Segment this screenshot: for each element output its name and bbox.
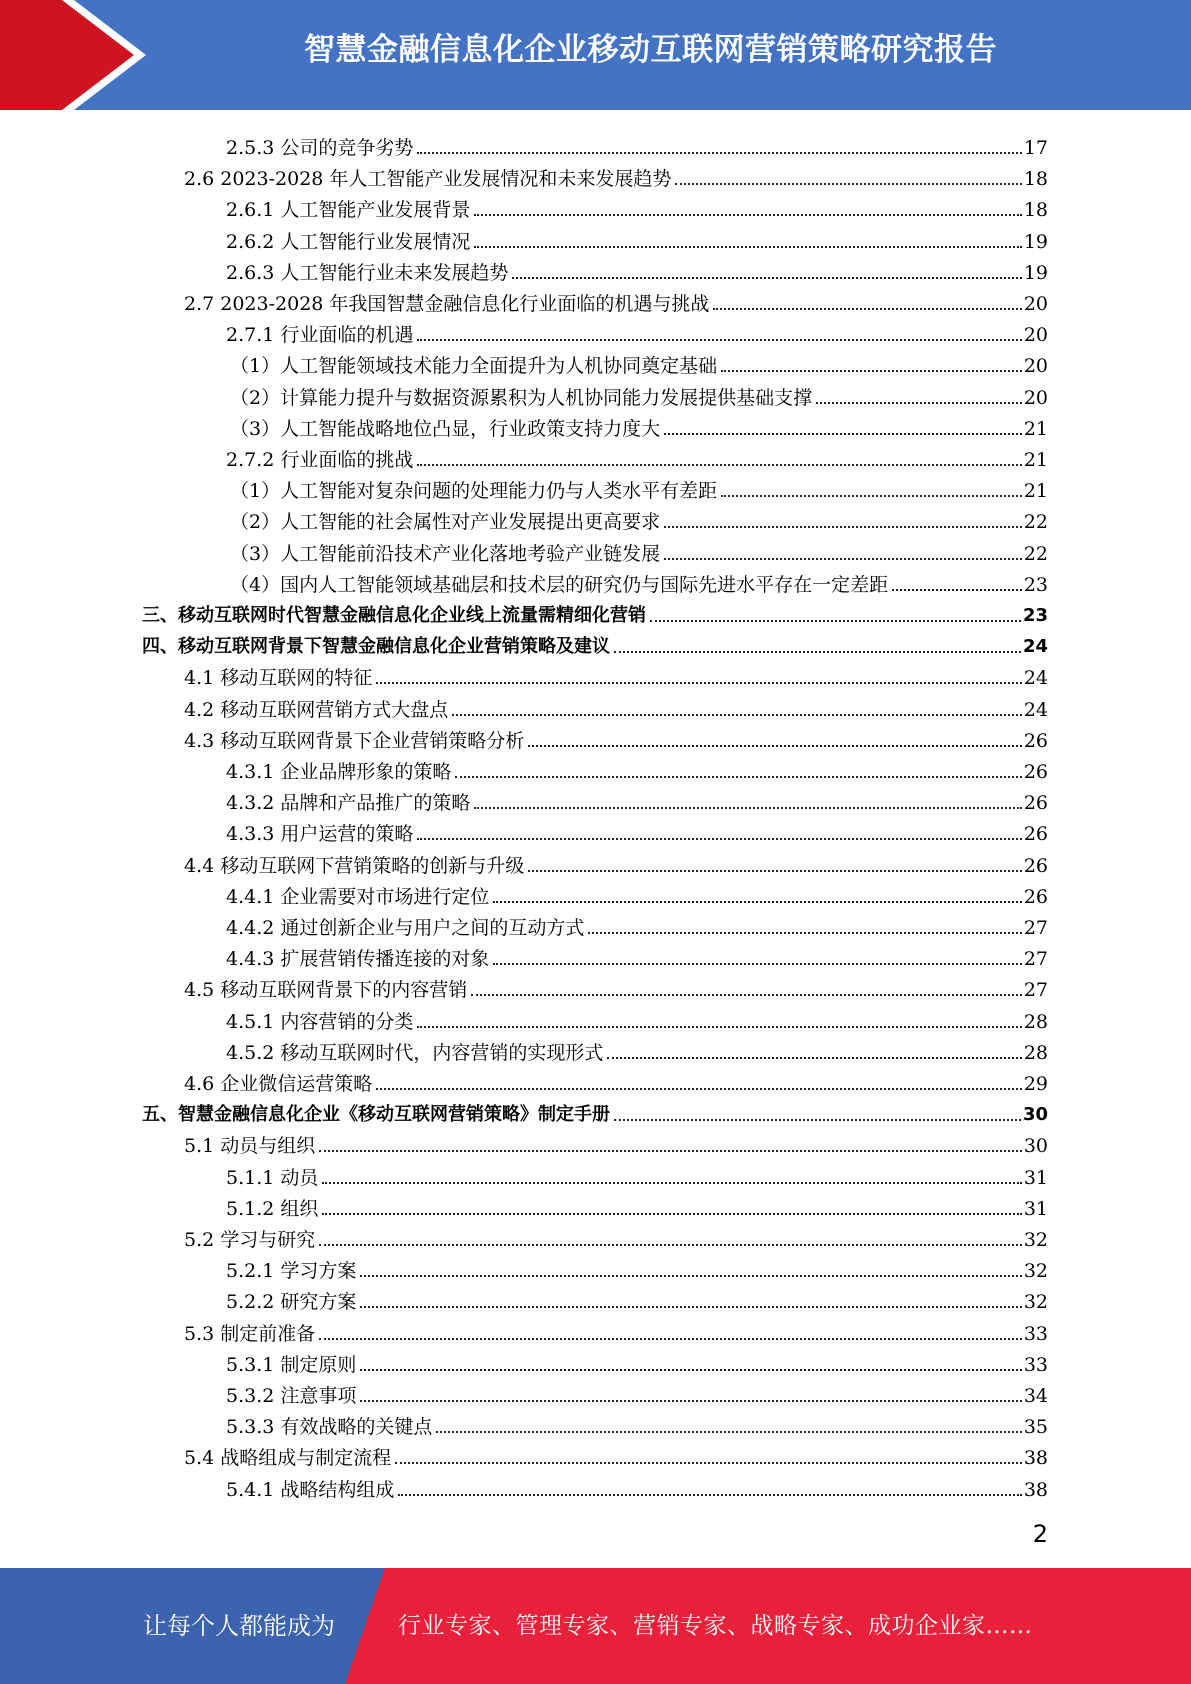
toc-entry-title: （3）人工智能战略地位凸显，行业政策支持力度大 — [230, 417, 661, 440]
toc-entry-page: 38 — [1023, 1478, 1048, 1501]
toc-entry-title: 5.1.1 动员 — [226, 1166, 319, 1189]
toc-entry-page: 32 — [1023, 1229, 1048, 1251]
toc-entry-title: 5.2.1 学习方案 — [226, 1260, 357, 1283]
toc-entry-title: 2.6.1 人工智能产业发展背景 — [226, 199, 471, 222]
toc-dot-leader — [319, 1338, 1022, 1340]
toc-dot-leader — [493, 901, 1021, 903]
toc-entry-title: （2）人工智能的社会属性对产业发展提出更高要求 — [230, 511, 661, 534]
toc-entry[interactable] — [230, 409, 1048, 440]
toc-dot-leader — [360, 1400, 1021, 1402]
toc-entry[interactable] — [230, 378, 1048, 409]
toc-entry-title: 四、移动互联网背景下智慧金融信息化企业营销策略及建议 — [142, 636, 610, 658]
toc-entry-title: 4.5.2 移动互联网时代，内容营销的实现形式 — [226, 1041, 604, 1064]
toc-dot-leader — [322, 1213, 1021, 1215]
toc-entry[interactable] — [226, 1158, 1048, 1189]
toc-dot-leader — [493, 963, 1021, 965]
toc-entry[interactable] — [142, 596, 1048, 627]
toc-entry-page: 18 — [1023, 199, 1048, 222]
toc-entry[interactable] — [226, 1407, 1048, 1438]
toc-entry-page: 26 — [1023, 823, 1048, 846]
toc-entry-page: 19 — [1023, 261, 1048, 284]
toc-entry-title: 4.4.2 通过创新企业与用户之间的互动方式 — [226, 917, 585, 939]
toc-entry[interactable] — [230, 565, 1048, 596]
toc-dot-leader — [528, 745, 1022, 747]
toc-dot-leader — [398, 1494, 1021, 1496]
toc-entry[interactable] — [142, 627, 1048, 658]
toc-dot-leader — [376, 1088, 1022, 1090]
toc-entry[interactable] — [226, 783, 1048, 814]
toc-entry-title: 2.6.3 人工智能行业未来发展趋势 — [226, 261, 509, 284]
toc-entry[interactable] — [184, 1314, 1048, 1345]
toc-entry-page: 21 — [1023, 449, 1048, 471]
toc-dot-leader — [614, 651, 1021, 653]
footer-roles: 行业专家、管理专家、营销专家、战略专家、成功企业家…… — [398, 1613, 1033, 1639]
toc-entry[interactable] — [226, 752, 1048, 783]
toc-entry-page: 28 — [1023, 1010, 1048, 1033]
toc-entry-page: 24 — [1022, 636, 1048, 658]
toc-dot-leader — [721, 495, 1022, 497]
toc-entry-page: 20 — [1023, 355, 1048, 378]
toc-entry-title: 5.2 学习与研究 — [184, 1229, 316, 1251]
toc-dot-leader — [664, 526, 1022, 528]
toc-entry-title: 4.3.1 企业品牌形象的策略 — [226, 761, 452, 783]
toc-dot-leader — [436, 1431, 1021, 1433]
toc-entry[interactable] — [226, 253, 1048, 284]
toc-dot-leader — [713, 308, 1021, 310]
toc-entry[interactable] — [226, 814, 1048, 845]
toc-dot-leader — [892, 589, 1022, 591]
toc-entry-title: 4.3.2 品牌和产品推广的策略 — [226, 792, 471, 815]
toc-dot-leader — [417, 152, 1021, 154]
toc-entry-page: 30 — [1023, 1135, 1048, 1158]
toc-dot-leader — [816, 402, 1022, 404]
toc-dot-leader — [471, 994, 1022, 996]
toc-dot-leader — [417, 339, 1021, 341]
toc-dot-leader — [395, 1462, 1022, 1464]
toc-entry[interactable] — [184, 721, 1048, 752]
toc-entry[interactable] — [184, 846, 1048, 877]
toc-entry[interactable] — [226, 128, 1048, 159]
toc-entry-title: 三、移动互联网时代智慧金融信息化企业线上流量需精细化营销 — [142, 605, 646, 626]
toc-entry-page: 24 — [1023, 698, 1048, 721]
toc-dot-leader — [474, 807, 1021, 809]
toc-entry[interactable] — [184, 159, 1048, 190]
toc-entry[interactable] — [226, 222, 1048, 253]
toc-dot-leader — [417, 838, 1021, 840]
toc-entry-page: 26 — [1023, 792, 1048, 815]
toc-entry-title: 4.1 移动互联网的特征 — [184, 667, 373, 690]
toc-entry-title: 2.7.1 行业面临的机遇 — [226, 324, 414, 347]
toc-entry[interactable] — [226, 1251, 1048, 1282]
toc-entry-page: 22 — [1023, 511, 1048, 534]
toc-entry-page: 27 — [1023, 948, 1048, 971]
toc-entry-title: 2.5.3 公司的竞争劣势 — [226, 137, 414, 159]
toc-dot-leader — [474, 246, 1021, 248]
toc-entry-title: 5.1.2 组织 — [226, 1197, 319, 1220]
toc-entry-title: 4.5 移动互联网背景下的内容营销 — [184, 979, 468, 1002]
toc-dot-leader — [650, 620, 1021, 622]
toc-entry[interactable] — [226, 315, 1048, 346]
toc-entry-title: 4.5.1 内容营销的分类 — [226, 1010, 414, 1033]
toc-dot-leader — [417, 464, 1021, 466]
page-number: 2 — [1032, 1520, 1048, 1548]
toc-entry[interactable] — [142, 1095, 1048, 1126]
toc-entry-title: 5.4.1 战略结构组成 — [226, 1478, 395, 1501]
toc-entry-page: 29 — [1023, 1073, 1048, 1095]
toc-entry-page: 32 — [1023, 1291, 1048, 1314]
toc-entry-page: 18 — [1023, 168, 1048, 191]
toc-entry-title: 5.1 动员与组织 — [184, 1135, 316, 1158]
toc-entry-page: 28 — [1023, 1041, 1048, 1064]
toc-entry-title: 5.3 制定前准备 — [184, 1322, 316, 1345]
toc-entry[interactable] — [226, 1470, 1048, 1501]
toc-entry-title: 4.3.3 用户运营的策略 — [226, 823, 414, 846]
toc-dot-leader — [588, 932, 1021, 934]
toc-dot-leader — [675, 183, 1021, 185]
page-footer — [0, 1568, 1191, 1684]
toc-entry-title: 5.4 战略组成与制定流程 — [184, 1447, 392, 1470]
toc-entry-page: 21 — [1023, 480, 1048, 503]
toc-entry-page: 26 — [1023, 885, 1048, 908]
toc-entry[interactable] — [184, 1064, 1048, 1095]
toc-dot-leader — [360, 1369, 1021, 1371]
toc-dot-leader — [319, 1244, 1022, 1246]
toc-entry-page: 23 — [1022, 605, 1048, 626]
toc-entry-page: 35 — [1023, 1416, 1048, 1439]
toc-entry[interactable] — [226, 1189, 1048, 1220]
toc-entry[interactable] — [184, 1220, 1048, 1251]
toc-entry-page: 19 — [1023, 230, 1048, 253]
toc-entry-page: 21 — [1023, 417, 1048, 440]
toc-entry[interactable] — [226, 190, 1048, 221]
toc-entry-title: （1）人工智能对复杂问题的处理能力仍与人类水平有差距 — [230, 480, 718, 503]
toc-entry[interactable] — [230, 346, 1048, 377]
toc-entry-title: 4.3 移动互联网背景下企业营销策略分析 — [184, 729, 525, 752]
toc-entry[interactable] — [230, 471, 1048, 502]
toc-entry[interactable] — [226, 1002, 1048, 1033]
toc-dot-leader — [376, 682, 1022, 684]
toc-entry-page: 22 — [1023, 542, 1048, 565]
toc-entry[interactable] — [226, 939, 1048, 970]
toc-entry[interactable] — [226, 1345, 1048, 1376]
toc-entry[interactable] — [184, 690, 1048, 721]
toc-entry-page: 24 — [1023, 667, 1048, 690]
toc-entry[interactable] — [226, 908, 1048, 939]
toc-entry[interactable] — [226, 1282, 1048, 1313]
report-title: 智慧金融信息化企业移动互联网营销策略研究报告 — [304, 32, 997, 68]
toc-entry-page: 30 — [1022, 1104, 1048, 1126]
page-header — [0, 0, 1191, 110]
toc-dot-leader — [360, 1306, 1021, 1308]
toc-dot-leader — [452, 714, 1022, 716]
toc-entry-title: （1）人工智能领域技术能力全面提升为人机协同奠定基础 — [230, 355, 718, 378]
toc-entry-page: 17 — [1023, 137, 1048, 159]
toc-entry-page: 32 — [1023, 1260, 1048, 1283]
toc-entry-page: 33 — [1023, 1353, 1048, 1376]
toc-entry-page: 33 — [1023, 1322, 1048, 1345]
toc-dot-leader — [664, 558, 1022, 560]
toc-entry-page: 31 — [1023, 1166, 1048, 1189]
toc-entry-page: 31 — [1023, 1197, 1048, 1220]
toc-dot-leader — [417, 1026, 1021, 1028]
toc-entry-title: （3）人工智能前沿技术产业化落地考验产业链发展 — [230, 542, 661, 565]
toc-entry-title: 4.4 移动互联网下营销策略的创新与升级 — [184, 854, 525, 877]
toc-entry[interactable] — [226, 440, 1048, 471]
toc-entry-title: 2.7 2023-2028 年我国智慧金融信息化行业面临的机遇与挑战 — [184, 293, 710, 315]
toc-entry-title: 2.7.2 行业面临的挑战 — [226, 449, 414, 471]
toc-entry-title: 5.3.3 有效战略的关键点 — [226, 1416, 433, 1439]
toc-entry-page: 34 — [1023, 1385, 1048, 1407]
toc-dot-leader — [455, 776, 1021, 778]
toc-entry-page: 27 — [1023, 917, 1048, 939]
toc-entry-title: 4.6 企业微信运营策略 — [184, 1073, 373, 1095]
toc-entry-title: 2.6 2023-2028 年人工智能产业发展情况和未来发展趋势 — [184, 168, 672, 191]
toc-dot-leader — [360, 1275, 1021, 1277]
toc-entry-title: 5.2.2 研究方案 — [226, 1291, 357, 1314]
toc-entry-page: 23 — [1023, 573, 1048, 596]
toc-entry-title: 4.2 移动互联网营销方式大盘点 — [184, 698, 449, 721]
toc-entry[interactable] — [226, 1376, 1048, 1407]
toc-dot-leader — [607, 1057, 1021, 1059]
toc-dot-leader — [721, 370, 1022, 372]
toc-entry[interactable] — [184, 284, 1048, 315]
toc-dot-leader — [322, 1182, 1021, 1184]
toc-entry-page: 20 — [1023, 386, 1048, 409]
toc-entry[interactable] — [226, 1033, 1048, 1064]
toc-entry[interactable] — [184, 1438, 1048, 1469]
toc-entry[interactable] — [226, 877, 1048, 908]
toc-entry[interactable] — [230, 502, 1048, 533]
toc-entry-title: 五、智慧金融信息化企业《移动互联网营销策略》制定手册 — [142, 1104, 610, 1126]
toc-dot-leader — [614, 1119, 1021, 1121]
toc-entry[interactable] — [184, 970, 1048, 1001]
toc-entry-page: 26 — [1023, 729, 1048, 752]
toc-dot-leader — [664, 433, 1022, 435]
toc-dot-leader — [512, 277, 1021, 279]
toc-entry-title: 5.3.2 注意事项 — [226, 1385, 357, 1407]
toc-entry-title: 5.3.1 制定原则 — [226, 1353, 357, 1376]
toc-entry[interactable] — [230, 534, 1048, 565]
toc-entry-title: 4.4.3 扩展营销传播连接的对象 — [226, 948, 490, 971]
footer-slogan: 让每个人都能成为 — [143, 1612, 335, 1640]
toc-entry-title: 2.6.2 人工智能行业发展情况 — [226, 230, 471, 253]
toc-entry-title: （2）计算能力提升与数据资源累积为人机协同能力发展提供基础支撑 — [230, 386, 813, 409]
toc-entry-page: 26 — [1023, 854, 1048, 877]
toc-entry-title: （4）国内人工智能领域基础层和技术层的研究仍与国际先进水平存在一定差距 — [230, 573, 889, 596]
toc-dot-leader — [528, 870, 1022, 872]
toc-entry-page: 38 — [1023, 1447, 1048, 1470]
toc-entry-page: 26 — [1023, 761, 1048, 783]
toc-entry-page: 27 — [1023, 979, 1048, 1002]
toc-dot-leader — [319, 1150, 1022, 1152]
toc-entry-page: 20 — [1023, 324, 1048, 347]
toc-entry-title: 4.4.1 企业需要对市场进行定位 — [226, 885, 490, 908]
toc-entry[interactable] — [184, 1126, 1048, 1157]
toc-entry[interactable] — [184, 658, 1048, 689]
toc-dot-leader — [474, 214, 1021, 216]
toc-entry-page: 20 — [1023, 293, 1048, 315]
